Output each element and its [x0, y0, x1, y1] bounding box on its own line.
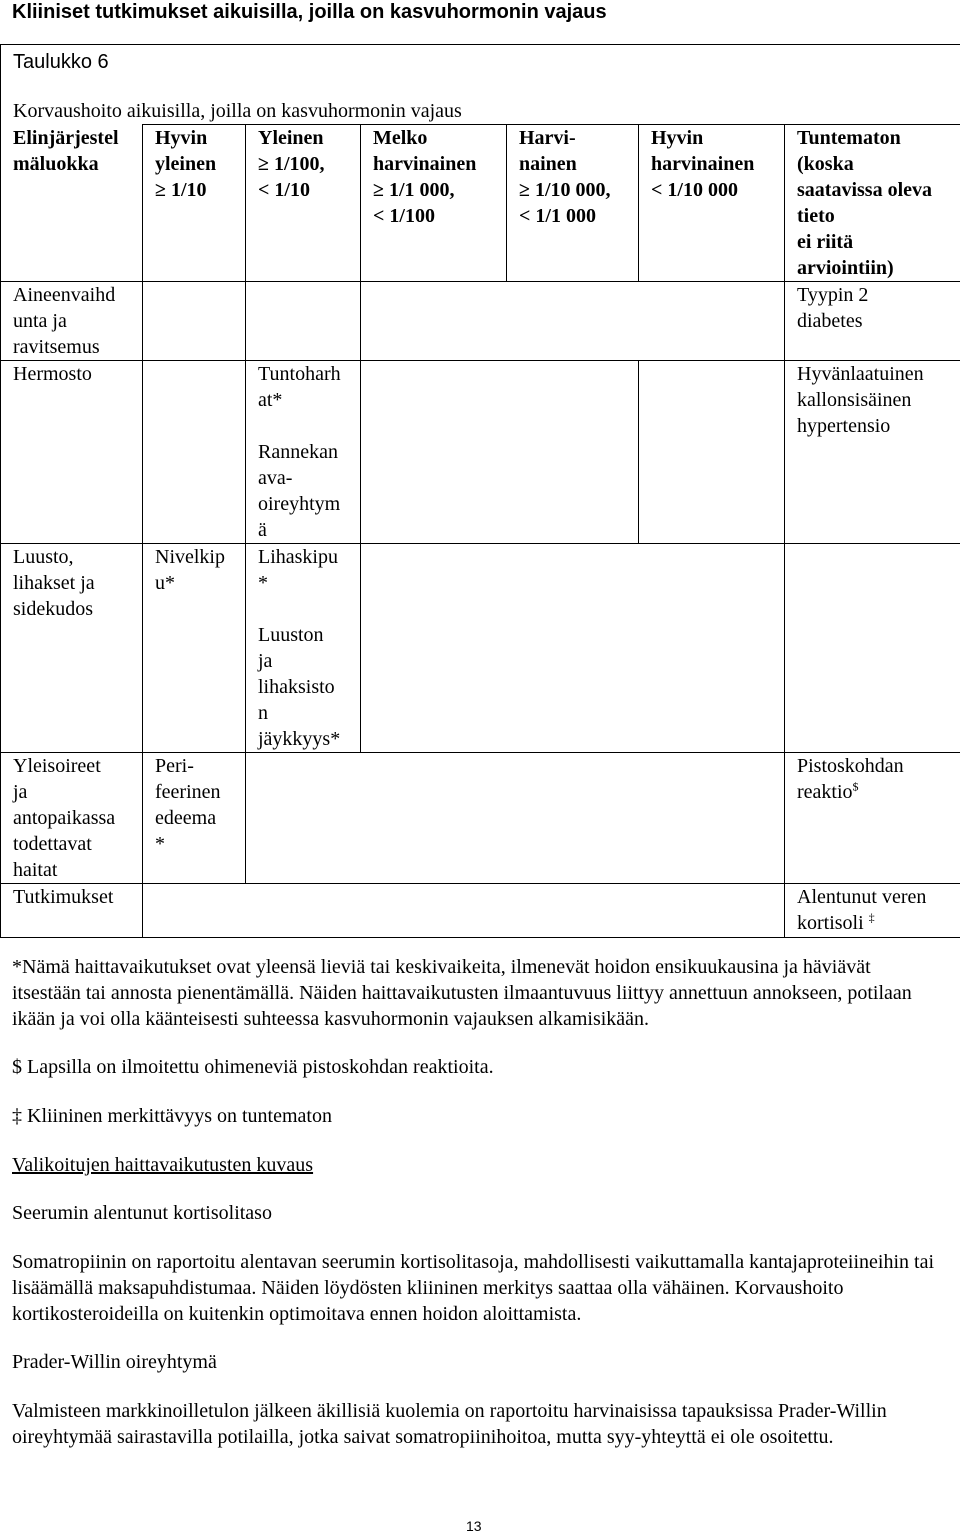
- very-rare-cell: [639, 884, 785, 938]
- rare-cell: [507, 544, 639, 753]
- table-subcaption: Korvaushoito aikuisilla, joilla on kasvuhormonin vajaus: [13, 100, 462, 122]
- very-rare-cell: [639, 282, 785, 361]
- table-row: [1, 884, 960, 938]
- very-common-cell: [143, 282, 246, 361]
- very-rare-cell: [639, 753, 785, 884]
- organ-cell: Luusto, lihakset ja sidekudos: [1, 544, 143, 753]
- uncommon-cell: [361, 361, 507, 544]
- unknown-cell: Alentunut veren kortisoli ‡: [785, 884, 960, 938]
- section-heading-prader: Prader-Willin oireyhtymä: [12, 1351, 217, 1373]
- uncommon-cell: [361, 544, 507, 753]
- header-rare: Harvi- nainen ≥ 1/10 000, < 1/1 000: [507, 125, 639, 282]
- unknown-cell: Tyypin 2 diabetes: [785, 282, 960, 361]
- common-cell: [246, 884, 361, 938]
- table-caption-row: [1, 45, 960, 95]
- rare-cell: [507, 361, 639, 544]
- dagger-footnote-marker: ‡: [868, 910, 875, 925]
- table-header-row: [1, 125, 960, 282]
- section-heading-cortisol: Seerumin alentunut kortisolitaso: [12, 1202, 272, 1224]
- table-row: [1, 753, 960, 884]
- header-very-common: Hyvin yleinen ≥ 1/10: [143, 125, 246, 282]
- organ-cell: Tutkimukset: [1, 884, 143, 938]
- table-caption: Taulukko 6: [13, 51, 109, 73]
- very-common-cell: [143, 884, 246, 938]
- unknown-cell: Hyvänlaatuinen kallonsisäinen hypertensio: [785, 361, 960, 544]
- section-text-cortisol: Somatropiinin on raportoitu alentavan seerumin kortisolitasoja, mahdollisesti vaikuttamalla kantajaproteiineihin tai lisäämällä maksapuhdistumaa. Näiden löydösten kliininen merkitys saattaa olla vähäinen. Korvaushoito kortikosteroideilla on kuitenkin optimoitava ennen hoidon aloittamista.: [12, 1251, 935, 1325]
- very-common-cell: [143, 361, 246, 544]
- adverse-reactions-table: [0, 44, 960, 938]
- common-cell: [246, 753, 361, 884]
- organ-cell: Aineenvaihd unta ja ravitsemus: [1, 282, 143, 361]
- organ-cell: Hermosto: [1, 361, 143, 544]
- table-row: [1, 361, 960, 544]
- uncommon-cell: [361, 282, 507, 361]
- very-rare-cell: [639, 544, 785, 753]
- header-organ-class: Elinjärjestel mäluokka: [1, 125, 143, 282]
- dollar-footnote-marker: $: [852, 779, 859, 794]
- common-cell: Lihaskipu * Luuston ja lihaksisto n jäykkyys*: [246, 544, 361, 753]
- page-heading: Kliiniset tutkimukset aikuisilla, joilla on kasvuhormonin vajaus: [12, 1, 607, 23]
- uncommon-cell: [361, 884, 507, 938]
- table-subcaption-row: [1, 95, 960, 125]
- footnote-dagger: ‡ Kliininen merkittävyys on tuntematon: [12, 1105, 332, 1127]
- unknown-cell: Pistoskohdan reaktio$: [785, 753, 960, 884]
- rare-cell: [507, 282, 639, 361]
- header-unknown: Tuntematon (koska saatavissa oleva tieto ei riitä arviointiin): [785, 125, 960, 282]
- rare-cell: [507, 753, 639, 884]
- section-text-prader: Valmisteen markkinoilletulon jälkeen äkillisiä kuolemia on raportoitu harvinaisissa tapauksissa Prader-Willin oireyhtymää sairastavilla potilailla, jotka saivat somatropiinihoitoa, mutta syy-yhteyttä ei ole osoitettu.: [12, 1400, 887, 1448]
- page-number: 13: [466, 1518, 482, 1534]
- footnote-dollar: $ Lapsilla on ilmoitettu ohimeneviä pistoskohdan reaktioita.: [12, 1056, 494, 1078]
- very-common-cell: Nivelkip u*: [143, 544, 246, 753]
- footnote-star: *Nämä haittavaikutukset ovat yleensä lieviä tai keskivaikeita, ilmenevät hoidon ensikuukausina ja häviävät itsestään tai annosta pienentämällä. Näiden haittavaikutusten ilmaantuvuus liittyy annettuun annokseen, potilaan ikään ja voi olla käänteisesti suhteessa kasvuhormonin vajauksen alkamisikään.: [12, 956, 912, 1030]
- organ-cell: Yleisoireet ja antopaikassa todettavat haitat: [1, 753, 143, 884]
- common-cell: Tuntoharh at* Rannekan ava- oireyhtym ä: [246, 361, 361, 544]
- uncommon-cell: [361, 753, 507, 884]
- header-uncommon: Melko harvinainen ≥ 1/1 000, < 1/100: [361, 125, 507, 282]
- very-common-cell: Peri- feerinen edeema *: [143, 753, 246, 884]
- section-heading-selected: Valikoitujen haittavaikutusten kuvaus: [12, 1154, 314, 1176]
- common-cell: [246, 282, 361, 361]
- rare-cell: [507, 884, 639, 938]
- header-common: Yleinen ≥ 1/100, < 1/10: [246, 125, 361, 282]
- table-row: [1, 282, 960, 361]
- table-row: [1, 544, 960, 753]
- unknown-cell: [785, 544, 960, 753]
- very-rare-cell: [639, 361, 785, 544]
- header-very-rare: Hyvin harvinainen < 1/10 000: [639, 125, 785, 282]
